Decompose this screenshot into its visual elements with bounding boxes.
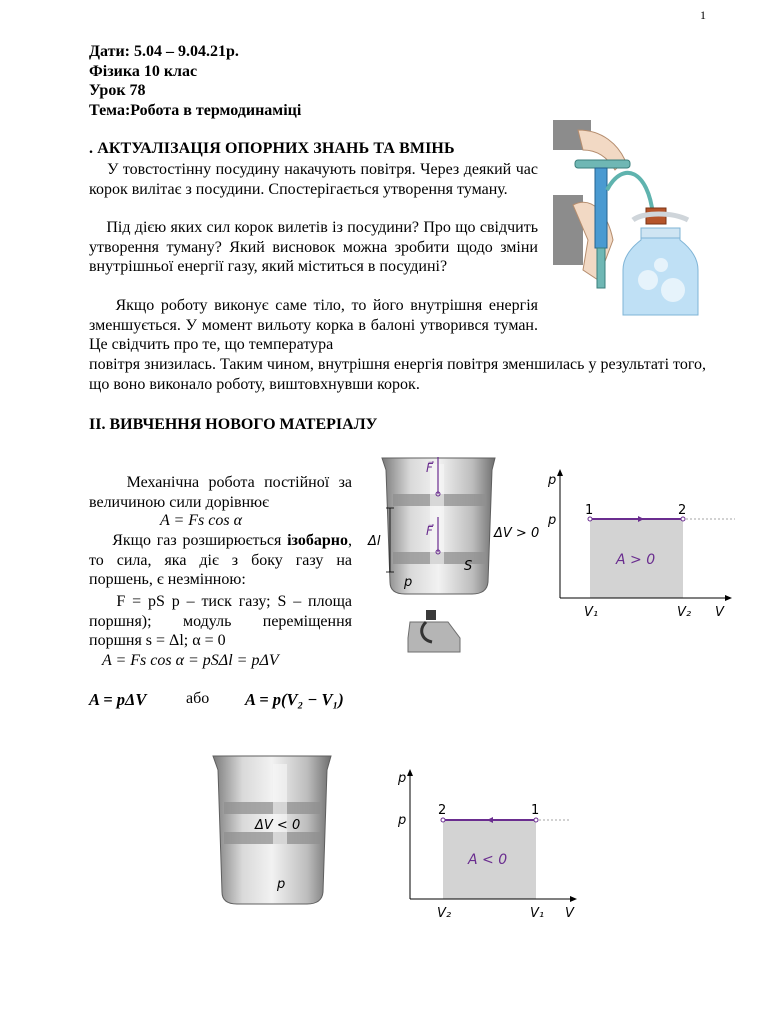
pressure-label-2: p — [277, 877, 286, 892]
section2-title: ІІ. ВИВЧЕННЯ НОВОГО МАТЕРІАЛУ — [89, 416, 378, 433]
y-axis-label: p — [548, 473, 557, 488]
volume-change-label-negative: ΔV < 0 — [255, 818, 301, 833]
section1-paragraph-1: У товстостінну посудину накачують повітря. Через деякий час корок вилітає з посудини. Спостерігається утворення туману. — [89, 161, 538, 198]
x-tick-v1b: V₁ — [530, 906, 545, 921]
displacement-label: Δl — [368, 534, 381, 549]
x-tick-v2: V₂ — [677, 605, 692, 620]
force-label-top: F⃗ — [426, 461, 433, 475]
x-axis-label: V — [715, 605, 724, 620]
pressure-label: p — [404, 575, 413, 590]
pv-graph-expansion — [540, 468, 740, 628]
page-number: 1 — [700, 8, 706, 22]
work-derivation-formula: A = Fs cos α = pSΔl = pΔV — [102, 652, 279, 669]
isobaric-expansion-text: Якщо газ розширюється ізобарно, то сила, яка діє з боку газу на поршень, є незмінною: — [89, 532, 353, 588]
or-label: або — [186, 690, 210, 707]
state-point-2b — [441, 818, 445, 822]
work-label-negative: A < 0 — [468, 852, 508, 868]
force-label-middle: F⃗ — [426, 524, 433, 538]
section1-paragraph-3-continued: повітря знизилась. Таким чином, внутрішня енергія повітря зменшилась у результаті того, що воно виконало роботу, виштовхнувши корок. — [89, 356, 706, 393]
y-tick-p-2: p — [398, 813, 407, 828]
lesson-number: Урок 78 — [89, 82, 146, 99]
lesson-topic: Тема:Робота в термодинаміці — [89, 101, 302, 119]
point-label-2: 2 — [678, 503, 687, 518]
y-tick-p: p — [548, 513, 557, 528]
beaker-expansion-figure — [360, 452, 550, 662]
lesson-subject: Фізика 10 клас — [89, 62, 198, 80]
x-tick-v1: V₁ — [584, 605, 599, 620]
area-label: S — [464, 559, 473, 574]
section1-paragraph-2: Під дією яких сил корок вилетів із посудини? Про що свідчить утворення туману? Який висновок можна зробити щодо зміни внутрішньої енергії газу, який міститься в посудині? — [89, 219, 539, 275]
beaker-compression-figure — [205, 752, 345, 912]
force-pressure-text: F = pS p – тиск газу; S – площа поршня); модуль переміщення поршня s = Δl; α = 0 — [89, 593, 353, 649]
point-label-1: 1 — [585, 503, 594, 518]
point-label-1b: 1 — [531, 803, 540, 818]
lesson-dates: Дати: 5.04 – 9.04.21р. — [89, 43, 239, 60]
work-label-positive: A > 0 — [616, 552, 656, 568]
pump-bottle-illustration — [553, 120, 713, 320]
work-formula-volumes: A = p(V₂ − V₁) — [245, 690, 344, 709]
lesson-header — [89, 42, 301, 120]
volume-change-label: ΔV > 0 — [494, 526, 540, 541]
work-definition-text: Механічна робота постійної за величиною сили дорівнює — [89, 474, 353, 511]
work-formula-short: A = pΔV — [89, 690, 147, 709]
section1-title: . АКТУАЛІЗАЦІЯ ОПОРНИХ ЗНАНЬ ТА ВМІНЬ — [89, 140, 455, 157]
x-tick-v2b: V₂ — [437, 906, 452, 921]
state-point-1b — [534, 818, 538, 822]
work-formula: A = Fs cos α — [160, 512, 243, 529]
section1-paragraph-3: Якщо роботу виконує саме тіло, то його внутрішня енергія зменшується. У момент вильоту корка в балоні утворився туман. Це свідчить про те, що температура — [89, 297, 539, 353]
y-axis-label-2: p — [398, 771, 407, 786]
pv-graph-compression — [365, 768, 585, 928]
point-label-2b: 2 — [438, 803, 447, 818]
x-axis-label-2: V — [565, 906, 574, 921]
